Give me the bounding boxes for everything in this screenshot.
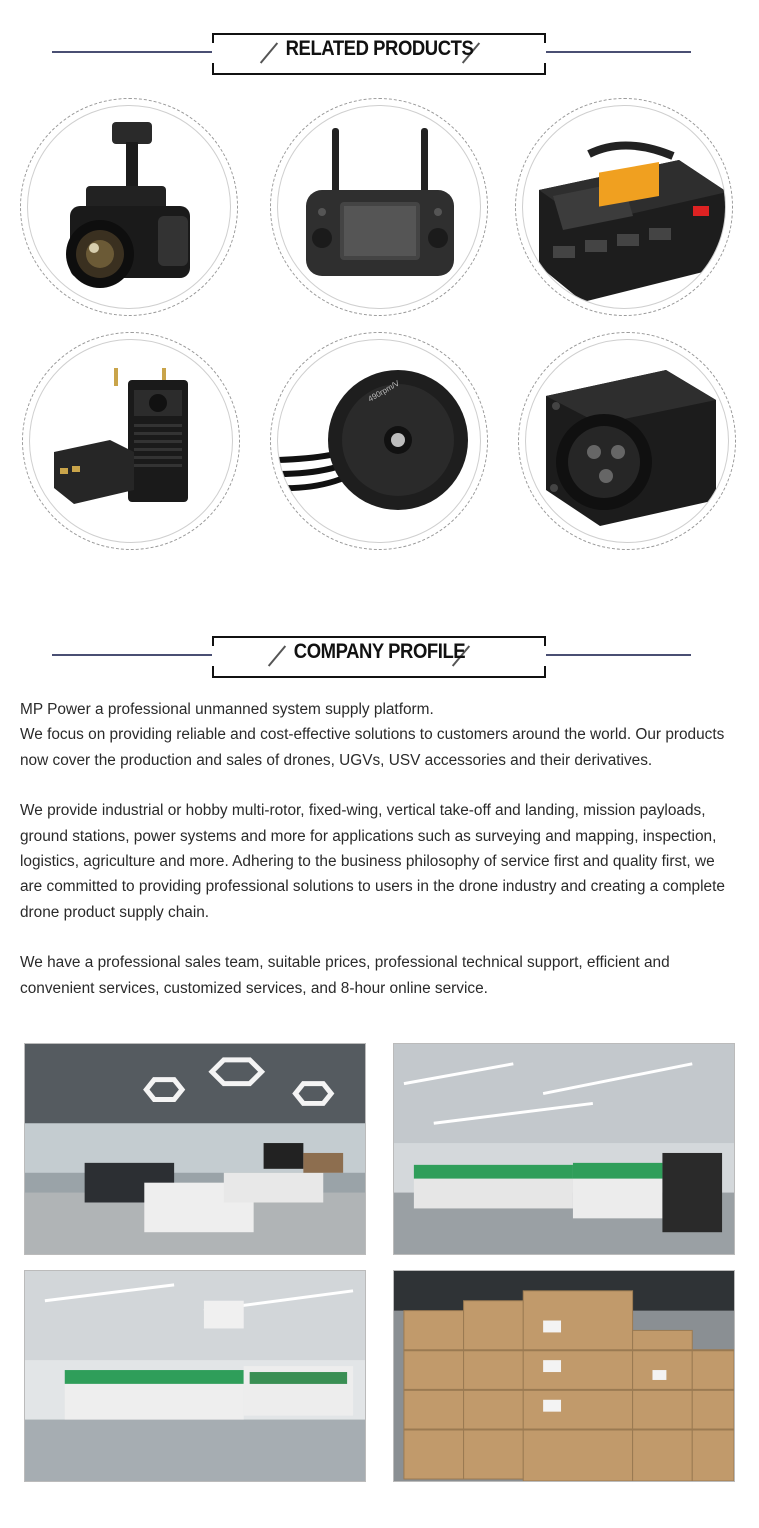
profile-paragraph-3: We have a professional sales team, suitable prices, professional technical support, efficient and convenient services, customized services, and 8-hour online service. bbox=[20, 954, 670, 997]
company-profile-text bbox=[20, 697, 740, 1026]
product-brushless-motor[interactable] bbox=[270, 332, 488, 550]
production-line-photo bbox=[393, 1043, 735, 1255]
assembly-workshop-photo bbox=[24, 1270, 366, 1482]
product-gimbal-camera[interactable] bbox=[20, 98, 238, 316]
battery-charger-image bbox=[523, 106, 726, 309]
office-photo bbox=[24, 1043, 366, 1255]
product-remote-controller[interactable] bbox=[270, 98, 488, 316]
remote-controller-image bbox=[278, 106, 481, 309]
video-transmitter-image bbox=[30, 340, 233, 543]
profile-paragraph-2: We provide industrial or hobby multi-rotor, fixed-wing, vertical take-off and landing, mission payloads, ground stations, power systems and more for applications such as surveying and mapping, inspection, logistics, agriculture and more. Adhering to the business philosophy of service first and quality first, we are committed to providing professional solutions to users in the drone industry and creating a complete drone product supply chain. bbox=[20, 802, 725, 921]
brushless-motor-image bbox=[278, 340, 481, 543]
motor-kv-label: 490rpm/V bbox=[366, 378, 402, 404]
gimbal-camera-image bbox=[28, 106, 231, 309]
related-products-title: RELATED PRODUCTS bbox=[285, 37, 474, 60]
warehouse-photo bbox=[393, 1270, 735, 1482]
company-profile-title: COMPANY PROFILE bbox=[293, 640, 466, 663]
related-products-header bbox=[0, 33, 759, 83]
company-profile-header bbox=[0, 636, 759, 686]
profile-intro-line: MP Power a professional unmanned system supply platform. bbox=[20, 701, 434, 718]
product-video-transmitter[interactable] bbox=[22, 332, 240, 550]
product-lidar-pod[interactable] bbox=[518, 332, 736, 550]
lidar-pod-image bbox=[526, 340, 729, 543]
product-battery-charger[interactable] bbox=[515, 98, 733, 316]
profile-paragraph-1: We focus on providing reliable and cost-effective solutions to customers around the world. Our products now cover the production and sales of drones, UGVs, USV accessories and their derivatives. bbox=[20, 726, 725, 769]
